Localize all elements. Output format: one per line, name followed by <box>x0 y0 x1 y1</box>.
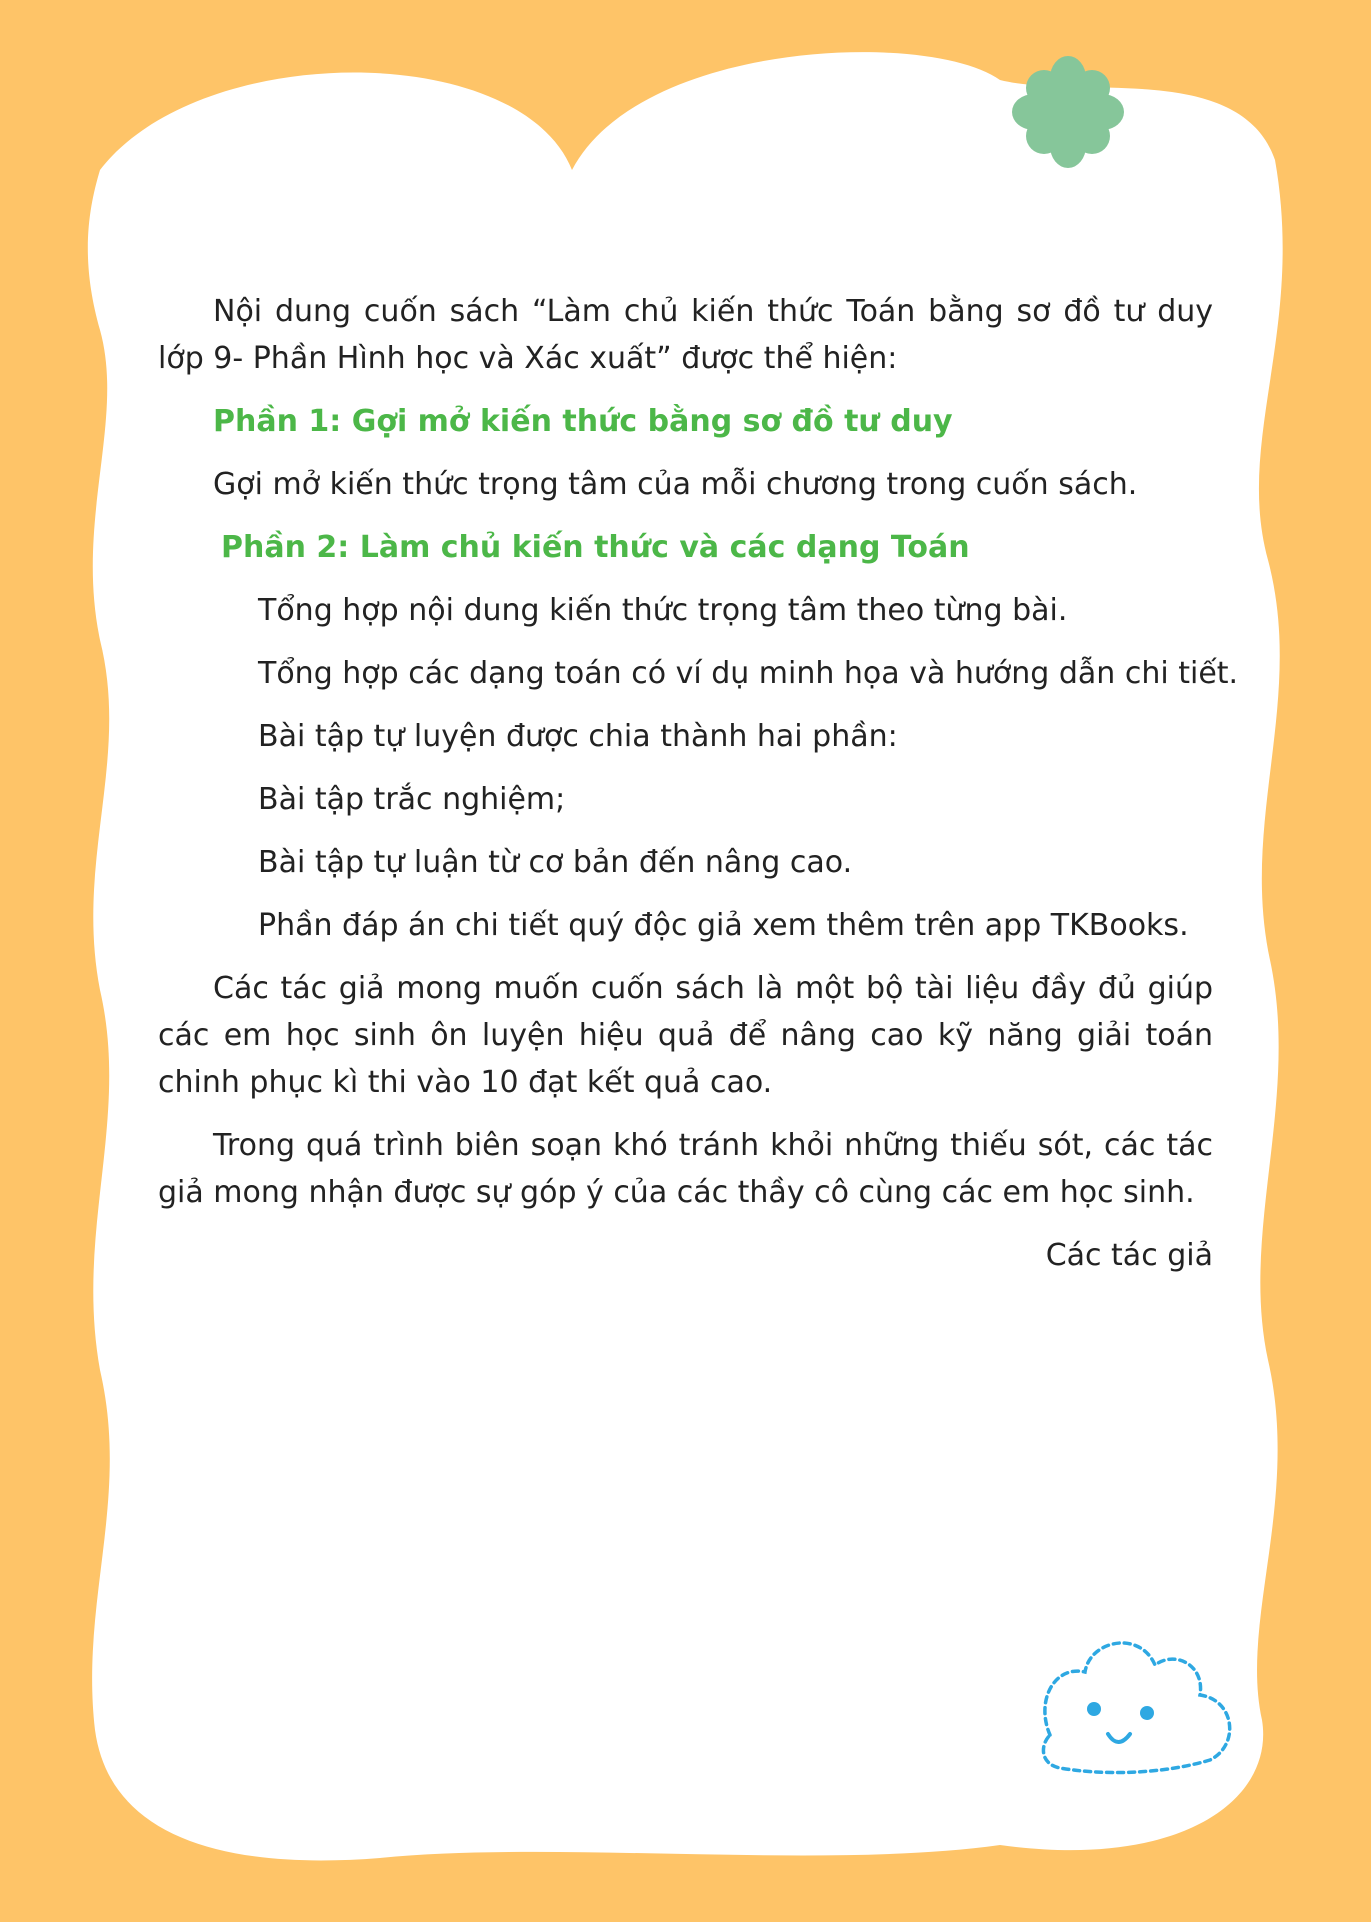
intro-paragraph: Nội dung cuốn sách “Làm chủ kiến thức Toán bằng sơ đồ tư duy lớp 9- Phần Hình học và Xác xuất” được thể hiện: <box>158 294 1213 376</box>
part2-item: Bài tập trắc nghiệm; <box>258 782 566 817</box>
closing-paragraph: Các tác giả mong muốn cuốn sách là một bộ tài liệu đầy đủ giúp các em học sinh ôn luyện hiệu quả để nâng cao kỹ năng giải toán chinh phục kì thi vào 10 đạt kết quả cao. <box>158 971 1213 1100</box>
part2-item: Bài tập tự luận từ cơ bản đến nâng cao. <box>258 845 853 880</box>
part2-heading: Phần 2: Làm chủ kiến thức và các dạng Toán <box>221 530 970 565</box>
part2-item: Phần đáp án chi tiết quý độc giả xem thêm trên app TKBooks. <box>258 908 1189 943</box>
part1-heading: Phần 1: Gợi mở kiến thức bằng sơ đồ tư duy <box>213 404 953 439</box>
signature: Các tác giả <box>1045 1238 1213 1273</box>
part1-text: Gợi mở kiến thức trọng tâm của mỗi chương trong cuốn sách. <box>213 467 1138 502</box>
preface-text <box>158 288 1239 1279</box>
part2-item: Bài tập tự luyện được chia thành hai phần: <box>258 719 898 754</box>
part2-item: Tổng hợp các dạng toán có ví dụ minh họa và hướng dẫn chi tiết. <box>258 656 1239 691</box>
closing-paragraph: Trong quá trình biên soạn khó tránh khỏi những thiếu sót, các tác giả mong nhận được sự góp ý của các thầy cô cùng các em học sinh. <box>158 1128 1213 1210</box>
part2-item: Tổng hợp nội dung kiến thức trọng tâm theo từng bài. <box>258 593 1068 628</box>
